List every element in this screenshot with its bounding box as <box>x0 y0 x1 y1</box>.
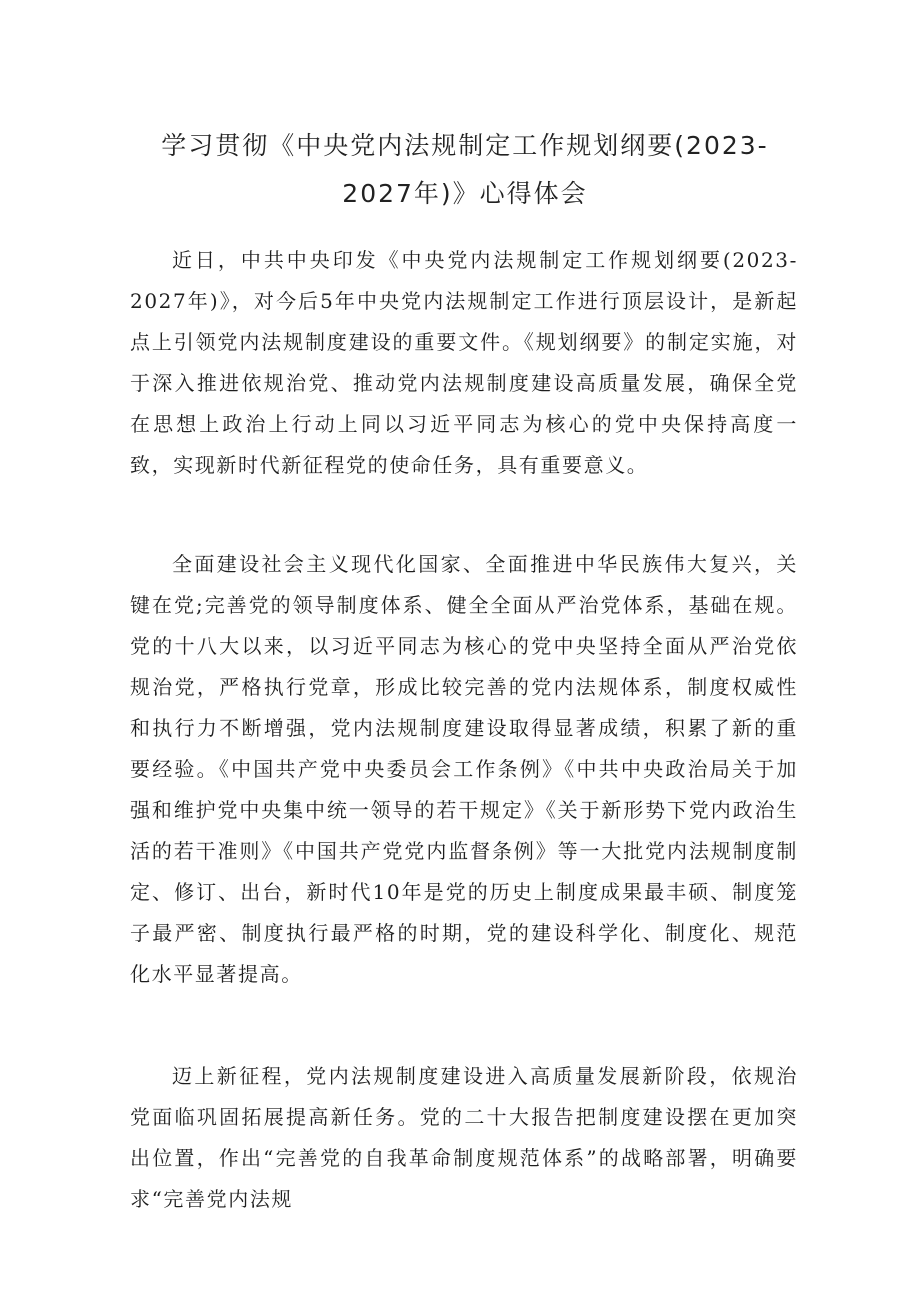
title-line-2: 2027年)》心得体会 <box>342 179 588 208</box>
title-line-1: 学习贯彻《中央党内法规制定工作规划纲要(2023- <box>161 131 769 160</box>
paragraph-2: 全面建设社会主义现代化国家、全面推进中华民族伟大复兴，关键在党;完善党的领导制度体系、健全全面从严治党体系，基础在规。党的十八大以来，以习近平同志为核心的党中央坚持全面从严治党依规治党，严格执行党章，形成比较完善的党内法规体系，制度权威性和执行力不断增强，党内法规制度建设取得显著成绩，积累了新的重要经验。《中国共产党中央委员会工作条例》《中共中央政治局关于加强和维护党中央集中统一领导的若干规定》《关于新形势下党内政治生活的若干准则》《中国共产党党内监督条例》等一大批党内法规制度制定、修订、出台，新时代10年是党的历史上制度成果最丰硕、制度笼子最严密、制度执行最严格的时期，党的建设科学化、制度化、规范化水平显著提高。 <box>130 552 798 986</box>
paragraph-3: 迈上新征程，党内法规制度建设进入高质量发展新阶段，依规治党面临巩固拓展提高新任务。党的二十大报告把制度建设摆在更加突出位置，作出“完善党的自我革命制度规范体系”的战略部署，明确要求“完善党内法规 <box>130 1064 798 1211</box>
paragraph-1: 近日，中共中央印发《中央党内法规制定工作规划纲要(2023-2027年)》，对今后5年中央党内法规制定工作进行顶层设计，是新起点上引领党内法规制度建设的重要文件。《规划纲要》的制定实施，对于深入推进依规治党、推动党内法规制度建设高质量发展，确保全党在思想上政治上行动上同以习近平同志为核心的党中央保持高度一致，实现新时代新征程党的使命任务，具有重要意义。 <box>130 248 798 477</box>
document-title <box>120 122 810 218</box>
